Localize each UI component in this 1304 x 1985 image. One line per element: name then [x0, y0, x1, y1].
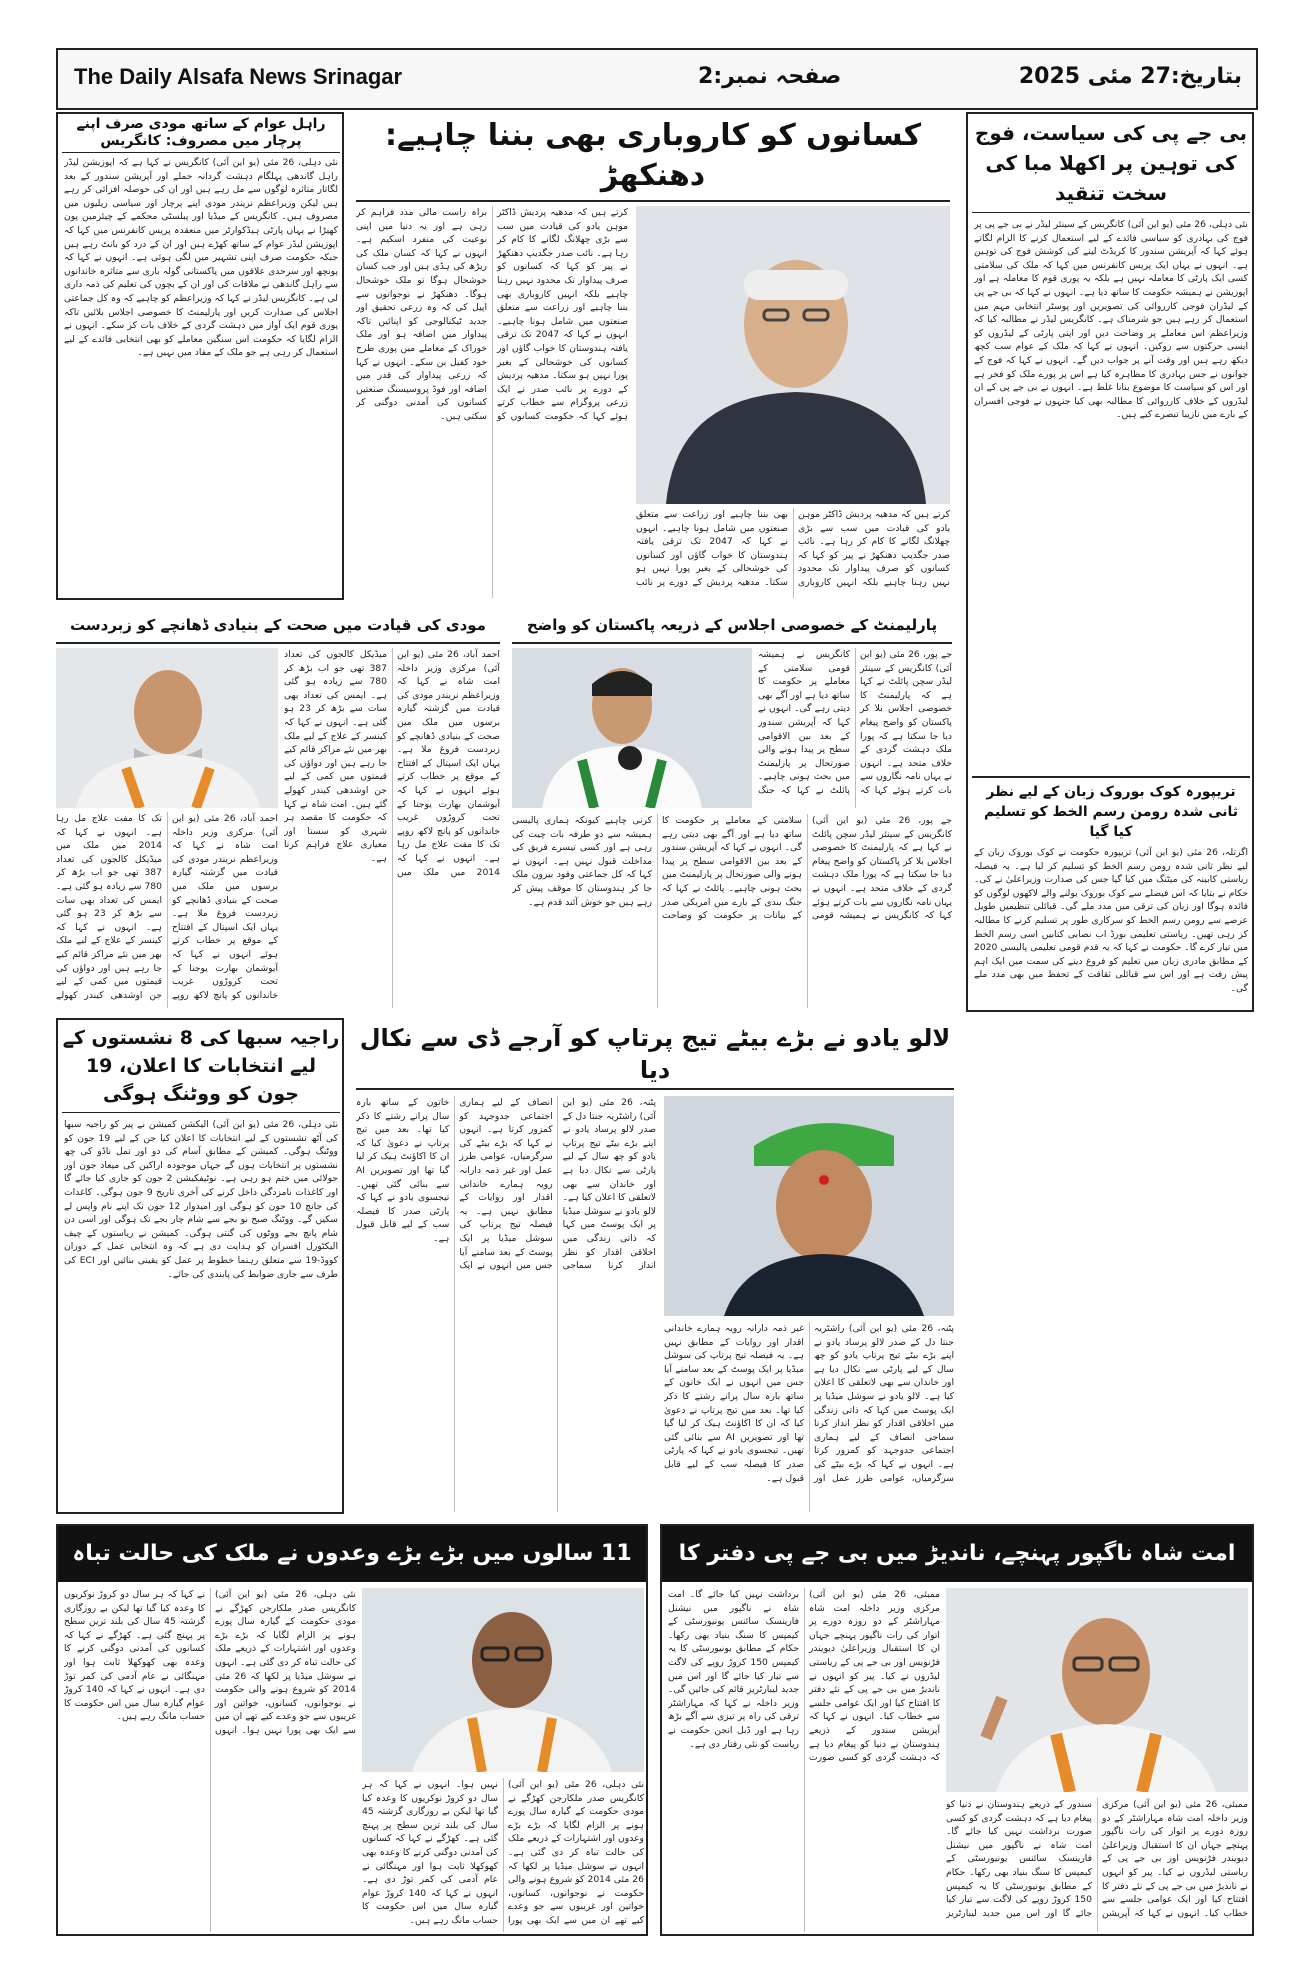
- headline-rahul: راہل عوام کے ساتھ مودی صرف اپنے پرچار میں مصروف: کانگریس: [76, 116, 326, 149]
- page-number: صفحہ نمبر:2: [698, 64, 842, 89]
- portrait-dhankhar: [636, 206, 950, 504]
- body-lalu-b: پٹنہ، 26 مئی (یو این آئی) راشٹریہ جنتا دل کے صدر لالو پرساد یادو نے اپنے بڑے بیٹے تیج پرتاپ یادو کو چھ سال کے لیے پارٹی سے نکال دیا ہے اور خاندان سے بھی لاتعلقی کا اعلان کیا ہے۔ لالو یادو نے سوشل میڈیا پر ایک پوسٹ میں کہا کہ ذاتی زندگی میں اخلاقی اقدار کو نظر انداز کرنا سماجی انصاف کے لیے ہماری اجتماعی جدوجہد کو کمزور کرتا ہے۔ انہوں نے کہا کہ بڑے بیٹے کی سرگرمیاں، عوامی طرز عمل اور غیر ذمہ دارانہ رویہ ہمارے خاندانی اقدار اور روایات کے مطابق نہیں ہے۔ یہ فیصلہ تیج پرتاپ کی سوشل میڈیا پر ایک پوسٹ کے بعد سامنے آیا جس میں انہوں نے ایک خاتون کے ساتھ بارہ سال پرانے رشتے کا ذکر کیا تھا۔ بعد میں تیج پرتاپ نے دعویٰ کیا کہ ان کا اکاؤنٹ ہیک کر لیا گیا تھا اور تصویریں AI سے بنائی گئی تھیں۔ تیجسوی یادو نے کہا کہ پارٹی صدر کا فیصلہ سب کے لیے قابل قبول ہے۔: [664, 1323, 954, 1484]
- headline-tripura: تریپورہ کوک بوروک زبان کے لیے نظر ثانی شدہ رومن رسم الخط کو تسلیم کیا گیا: [983, 784, 1239, 840]
- body-nanded-b: ممبئی، 26 مئی (یو این آئی) مرکزی وزیر داخلہ امت شاہ مہاراشٹر کے دو روزہ دورے پر اتوار کی رات ناگپور پہنچے جہاں ان کا استقبال وزیراعلیٰ دیویندر فڑنویس اور بی جے پی کے ریاستی لیڈروں نے کیا۔ پیر کو انہوں نے ناندیڑ میں بی جے پی کے نئے دفتر کا افتتاح کیا اور ایک عوامی جلسے سے خطاب کیا۔ انہوں نے کہا کہ آپریشن سندور کے ذریعے ہندوستان نے دنیا کو پیغام دیا ہے کہ دہشت گردی کو کسی صورت برداشت نہیں کیا جائے گا۔ امت شاہ نے ناگپور میں نیشنل فارینسک سائنس یونیورسٹی کے کیمپس کا سنگ بنیاد بھی رکھا۔ حکام کے مطابق یونیورسٹی کا یہ کیمپس 150 کروڑ روپے کی لاگت سے تیار کیا جائے گا اور اس میں جدید لیبارٹریز: [946, 1799, 1248, 1919]
- body-nanded-a: ممبئی، 26 مئی (یو این آئی) مرکزی وزیر داخلہ امت شاہ مہاراشٹر کے دو روزہ دورے پر اتوار کی رات ناگپور پہنچے جہاں ان کا استقبال وزیراعلیٰ دیویندر فڑنویس اور بی جے پی کے ریاستی لیڈروں نے کیا۔ پیر کو انہوں نے ناندیڑ میں بی جے پی کے نئے دفتر کا افتتاح کیا اور ایک عوامی جلسے سے خطاب کیا۔ انہوں نے کہا کہ آپریشن سندور کے ذریعے ہندوستان نے دنیا کو پیغام دیا ہے کہ دہشت گردی کو کسی صورت برداشت نہیں کیا جائے گا۔ امت شاہ نے ناگپور میں نیشنل فارینسک سائنس یونیورسٹی کے کیمپس کا سنگ بنیاد بھی رکھا۔ حکام کے مطابق یونیورسٹی کا یہ کیمپس 150 کروڑ روپے کی لاگت سے تیار کیا جائے گا اور اس میں جدید لیبارٹریز قائم کی جائیں گی۔ وزیر داخلہ نے کہا کہ مہاراشٹر ترقی کی راہ پر تیزی سے آگے بڑھ رہا ہے اور ڈبل انجن حکومت نے ریاست کو نئی رفتار دی ہے۔: [668, 1589, 940, 1764]
- headline-dhankhar: کسانوں کو کاروباری بھی بننا چاہیے: دھنکھڑ: [384, 118, 922, 193]
- article-parliament: [512, 612, 952, 1010]
- body-tripura: اگرتلہ، 26 مئی (یو این آئی) تریپورہ حکومت نے کوک بوروک زبان کے لیے نظر ثانی شدہ رومن رسم الخط کو تسلیم کر لیا ہے۔ یہ فیصلہ ریاستی کابینہ کی میٹنگ میں کیا گیا جس کی صدارت وزیراعلیٰ نے کی۔ حکام نے بتایا کہ اس فیصلے سے کوک بوروک بولنے والے لاکھوں لوگوں کو فائدہ ہوگا اور زبان کی ترقی میں مدد ملے گی۔ قبائلی تنظیمیں طویل عرصے سے رومن رسم الخط کو سرکاری طور پر تسلیم کرنے کا مطالبہ کر رہی تھیں۔ ریاستی تعلیمی بورڈ اب نصابی کتابیں اسی رسم الخط میں تیار کرے گا۔ حکومت نے کہا کہ یہ قدم قومی تعلیمی پالیسی 2020 کے مطابق مادری زبان میں تعلیم کو فروغ دینے کی سمت میں ایک اہم پیش رفت ہے اور اس سے قبائلی ثقافت کے تحفظ میں بھی مدد ملے گی۔: [974, 847, 1248, 994]
- portrait-pilot: [512, 648, 752, 808]
- article-nanded: [660, 1524, 1254, 1936]
- photo-kharge: [362, 1588, 644, 1772]
- body-dhankhar: کرتے ہیں کہ مدھیہ پردیش ڈاکٹر موہن یادو کی قیادت میں سب سے بڑی چھلانگ لگانے کا کام کر رہا ہے۔ نائب صدر جگدیپ دھنکھڑ نے پیر کو کہا کہ کسانوں کو صرف پیداوار تک محدود نہیں رہنا چاہیے بلکہ انہیں کاروباری بھی بننا چاہیے اور زراعت سے متعلق صنعتوں میں شامل ہونا چاہیے۔ انہوں نے کہا کہ 2047 تک ترقی یافتہ ہندوستان کا خواب گاؤں اور کسانوں کی خوشحالی کے بغیر پورا نہیں ہو سکتا۔ مدھیہ پردیش کے دورے پر نائب صدر نے ایک زرعی پروگرام سے خطاب کرتے ہوئے کہا کہ حکومت کسانوں کو براہ راست مالی مدد فراہم کر رہی ہے اور یہ دنیا میں اپنی نوعیت کی منفرد اسکیم ہے۔ انہوں نے کہا کہ کسان ملک کی ریڑھ کی ہڈی ہیں اور جب کسان خوشحال ہوگا تو ملک خوشحال ہوگا۔ دھنکھڑ نے نوجوانوں سے اپیل کی کہ وہ زرعی تحقیق اور جدید ٹیکنالوجی کو اپنائیں تاکہ پیداوار میں اضافہ ہو اور ملک خوراک کے معاملے میں پوری طرح خود کفیل بن سکے۔ انہوں نے کہا کہ زرعی پیداوار کی قدر میں اضافہ اور فوڈ پروسیسنگ صنعتیں کسانوں کی آمدنی دوگنی کر سکتی ہیں۔: [356, 207, 628, 422]
- photo-dhankhar: [636, 206, 950, 504]
- article-dhankhar: [356, 112, 950, 600]
- body-kharge-b: نئی دہلی، 26 مئی (یو این آئی) کانگریس صدر ملکارجن کھڑگے نے مودی حکومت کے گیارہ سال پورے ہونے پر الزام لگایا کہ بڑے بڑے وعدوں اور اشتہارات کے ذریعے ملک کی حالت تباہ کر دی گئی ہے۔ انہوں نے سوشل میڈیا پر لکھا کہ 26 مئی 2014 کو شروع ہونے والی حکومت نے نوجوانوں، کسانوں، خواتین اور غریبوں سے جو وعدے کیے تھے ان میں سے ایک بھی پورا نہیں ہوا۔ انہوں نے کہا کہ ہر سال دو کروڑ نوکریوں کا وعدہ کیا گیا تھا لیکن بے روزگاری گزشتہ 45 سال کی بلند ترین سطح پر پہنچ گئی ہے۔ کھڑگے نے کہا کہ کسانوں کی آمدنی دوگنی کرنے کا وعدہ بھی کھوکھلا ثابت ہوا اور مہنگائی نے عام آدمی کی کمر توڑ دی ہے۔ انہوں نے کہا کہ 140 کروڑ عوام گیارہ سال میں اس حکومت کا حساب مانگ رہے ہیں۔: [362, 1779, 644, 1926]
- body-amitshah-health-b: احمد آباد، 26 مئی (یو این آئی) مرکزی وزیر داخلہ امت شاہ نے کہا کہ وزیراعظم نریندر مودی کی قیادت میں گزشتہ گیارہ برسوں میں ملک میں صحت کے بنیادی ڈھانچے کو زبردست فروغ ملا ہے۔ یہاں ایک اسپتال کے افتتاح کے موقع پر خطاب کرتے ہوئے انہوں نے کہا کہ آیوشمان بھارت یوجنا کے تحت کروڑوں غریب خاندانوں کو پانچ لاکھ روپے تک کا مفت علاج مل رہا ہے۔ انہوں نے کہا کہ 2014 میں ملک میں میڈیکل کالجوں کی تعداد 387 تھی جو اب بڑھ کر 780 سے زیادہ ہو گئی ہے۔ ایمس کی تعداد بھی سات سے بڑھ کر 23 ہو گئی ہے۔ انہوں نے کہا کہ کینسر کے علاج کے لیے ملک بھر میں نئے مراکز قائم کیے جا رہے ہیں اور دواؤں کی قیمتوں میں کمی کے لیے جن اوشدھی کیندر کھولے: [56, 813, 278, 1001]
- portrait-kharge: [362, 1588, 644, 1772]
- body-kharge-a: نئی دہلی، 26 مئی (یو این آئی) کانگریس صدر ملکارجن کھڑگے نے مودی حکومت کے گیارہ سال پورے ہونے پر الزام لگایا کہ بڑے بڑے وعدوں اور اشتہارات کے ذریعے ملک کی حالت تباہ کر دی گئی ہے۔ انہوں نے سوشل میڈیا پر لکھا کہ 26 مئی 2014 کو شروع ہونے والی حکومت نے نوجوانوں، کسانوں، خواتین اور غریبوں سے جو وعدے کیے تھے ان میں سے ایک بھی پورا نہیں ہوا۔ انہوں نے کہا کہ ہر سال دو کروڑ نوکریوں کا وعدہ کیا گیا تھا لیکن بے روزگاری گزشتہ 45 سال کی بلند ترین سطح پر پہنچ گئی ہے۔ کھڑگے نے کہا کہ کسانوں کی آمدنی دوگنی کرنے کا وعدہ بھی کھوکھلا ثابت ہوا اور مہنگائی نے عام آدمی کی کمر توڑ دی ہے۔ انہوں نے کہا کہ 140 کروڑ عوام گیارہ سال میں اس حکومت کا حساب مانگ رہے ہیں۔: [64, 1589, 356, 1736]
- divider: [356, 1088, 954, 1090]
- divider: [62, 152, 340, 153]
- body-rahul: نئی دہلی، 26 مئی (یو این آئی) کانگریس نے کہا ہے کہ اپوزیشن لیڈر راہل گاندھی پہلگام دہشت گردانہ حملے اور آپریشن سندور کے بعد لگاتار متاثرہ لوگوں سے مل رہے ہیں اور ان کی حوصلہ افزائی کر رہے ہیں لیکن وزیراعظم نریندر مودی اپنے پرچار اور سیاسی ریلیوں میں مصروف ہیں۔ کانگریس کے میڈیا اور پبلسٹی محکمے کے چیئرمین پون کھیڑا نے یہاں پارٹی ہیڈکوارٹر میں منعقدہ پریس کانفرنس میں کہا کہ اپوزیشن لیڈر عوام کے ساتھ کھڑے ہیں اور ان کے درد کو بانٹ رہے ہیں جبکہ حکومت صرف اپنی تشہیر میں لگی ہوئی ہے۔ انہوں نے کہا کہ پونچھ اور سرحدی علاقوں میں پاکستانی گولہ باری سے متاثرہ خاندانوں سے راہل گاندھی نے ملاقات کی اور ان کے بچوں کی تعلیم کی ذمہ داری لی ہے۔ کانگریس لیڈر نے کہا کہ وزیراعظم کو چاہیے کہ وہ کل جماعتی اجلاس کی صدارت کریں اور پارلیمنٹ کا خصوصی اجلاس بلائیں تاکہ پوری قوم ایک آواز میں دہشت گردی کے خلاف بات کر سکے۔ انہوں نے الزام لگایا کہ حکومت اس سنگین معاملے کو بھی انتخابی فائدے کے لیے استعمال کر رہی ہے جو ملک کے مفاد میں نہیں ہے۔: [64, 157, 338, 359]
- headline-kharge: 11 سالوں میں بڑے بڑے وعدوں نے ملک کی حالت تباہ: [58, 1526, 646, 1582]
- body-dhankhar-cont: کرتے ہیں کہ مدھیہ پردیش ڈاکٹر موہن یادو کی قیادت میں سب سے بڑی چھلانگ لگانے کا کام کر رہا ہے۔ نائب صدر جگدیپ دھنکھڑ نے پیر کو کہا کہ کسانوں کو صرف پیداوار تک محدود نہیں رہنا چاہیے بلکہ انہیں کاروباری بھی بننا چاہیے اور زراعت سے متعلق صنعتوں میں شامل ہونا چاہیے۔ انہوں نے کہا کہ 2047 تک ترقی یافتہ ہندوستان کا خواب گاؤں اور کسانوں کی خوشحالی کے بغیر پورا نہیں ہو سکتا۔ مدھیہ پردیش کے دورے پر نائب: [636, 509, 950, 588]
- headline-amitshah-health: مودی کی قیادت میں صحت کے بنیادی ڈھانچے کو زبردست: [70, 616, 486, 634]
- body-lalu-a: پٹنہ، 26 مئی (یو این آئی) راشٹریہ جنتا دل کے صدر لالو پرساد یادو نے اپنے بڑے بیٹے تیج پرتاپ یادو کو چھ سال کے لیے پارٹی سے نکال دیا ہے اور خاندان سے بھی لاتعلقی کا اعلان کیا ہے۔ لالو یادو نے سوشل میڈیا پر ایک پوسٹ میں کہا کہ ذاتی زندگی میں اخلاقی اقدار کو نظر انداز کرنا سماجی انصاف کے لیے ہماری اجتماعی جدوجہد کو کمزور کرتا ہے۔ انہوں نے کہا کہ بڑے بیٹے کی سرگرمیاں، عوامی طرز عمل اور غیر ذمہ دارانہ رویہ ہمارے خاندانی اقدار اور روایات کے مطابق نہیں ہے۔ یہ فیصلہ تیج پرتاپ کی سوشل میڈیا پر ایک پوسٹ کے بعد سامنے آیا جس میں انہوں نے ایک خاتون کے ساتھ بارہ سال پرانے رشتے کا ذکر کیا تھا۔ بعد میں تیج پرتاپ نے دعویٰ کیا کہ ان کا اکاؤنٹ ہیک کر لیا گیا تھا اور تصویریں AI سے بنائی گئی تھیں۔ تیجسوی یادو نے کہا کہ پارٹی صدر کا فیصلہ سب کے لیے قابل قبول ہے۔: [356, 1097, 656, 1272]
- article-bjp-army: [966, 112, 1254, 1012]
- body-rajyasabha: نئی دہلی، 26 مئی (یو این آئی) الیکشن کمیشن نے پیر کو راجیہ سبھا کی آٹھ نشستوں کے لیے انتخابات کا اعلان کیا جن کے لیے 19 جون کو ووٹنگ ہوگی۔ کمیشن کے مطابق آسام کی دو اور تمل ناڈو کی چھ نشستوں پر انتخابات ہوں گے جہاں موجودہ اراکین کی میعاد جون اور جولائی میں ختم ہو رہی ہے۔ نوٹیفکیشن 2 جون کو جاری کیا جائے گا اور کاغذات نامزدگی داخل کرنے کی آخری تاریخ 9 جون ہوگی۔ کاغذات کی جانچ 10 جون کو ہوگی اور امیدوار 12 جون تک اپنے نام واپس لے سکیں گے۔ ووٹنگ صبح نو بجے سے شام چار بجے تک ہوگی اور اسی دن شام پانچ بجے ووٹوں کی گنتی ہوگی۔ کمیشن نے ریاستوں کے چیف الیکٹورل افسران کو ہدایت دی ہے کہ وہ انتخابی عمل کے دوران کووڈ-19 سے متعلق رہنما خطوط پر عمل کو یقینی بنائیں اور ECI کی طرف سے جاری ضوابط کی پابندی کی جائے۔: [64, 1119, 338, 1280]
- body-bjp-army: نئی دہلی، 26 مئی (یو این آئی) کانگریس کے سینئر لیڈر نے بی جے پی پر فوج کی بہادری کو سیاسی فائدے کے لیے استعمال کرنے کا الزام لگاتے ہوئے کہا کہ آپریشن سندور کا کریڈٹ لینے کی کوشش فوج کی توہین ہے۔ انہوں نے یہاں ایک پریس کانفرنس میں کہا کہ ملک کی سلامتی کسی ایک پارٹی کا معاملہ نہیں ہے بلکہ یہ پوری قوم کا معاملہ ہے اور اپوزیشن نے ہمیشہ حکومت کا ساتھ دیا ہے۔ انہوں نے کہا کہ بی جے پی کے لیڈران فوجی کارروائی کی تصویریں اور پوسٹر انتخابی مہم میں استعمال کر رہے ہیں جو شرمناک ہے۔ کانگریس لیڈر نے مطالبہ کیا کہ وزیراعظم اس معاملے پر وضاحت دیں اور اپنی پارٹی کے لیڈروں کو ایسی حرکتوں سے روکیں۔ انہوں نے کہا کہ ملک کے عوام سب کچھ دیکھ رہے ہیں اور وقت آنے پر جواب دیں گے۔ انہوں نے کہا کہ فوج کے جوانوں نے جس بہادری کا مظاہرہ کیا ہے اس پر پورے ملک کو فخر ہے اور اس کو سیاست کا موضوع بنانا غلط ہے۔ انہوں نے بی جے پی کے ان لیڈروں کے خلاف کارروائی کا مطالبہ بھی کیا جنہوں نے فوجی افسران کے بارے میں نازیبا تبصرے کیے ہیں۔: [974, 219, 1248, 421]
- article-lalu: [356, 1018, 954, 1514]
- headline-parliament: پارلیمنٹ کے خصوصی اجلاس کے ذریعہ پاکستان کو واضح: [526, 616, 938, 634]
- body-parliament-a: جے پور، 26 مئی (یو این آئی) کانگریس کے سینئر لیڈر سچن پائلٹ نے کہا ہے کہ پارلیمنٹ کا خصوصی اجلاس بلا کر پاکستان کو واضح پیغام دیا جا سکتا ہے کہ پورا ملک دہشت گردی کے خلاف متحد ہے۔ انہوں نے یہاں نامہ نگاروں سے بات کرتے ہوئے کہا کہ کانگریس نے ہمیشہ قومی سلامتی کے معاملے پر حکومت کا ساتھ دیا ہے اور آگے بھی دیتی رہے گی۔ انہوں نے کہا کہ آپریشن سندور کے بعد بین الاقوامی سطح پر پیدا ہونے والی صورتحال پر پارلیمنٹ میں بحث ہونی چاہیے۔ پائلٹ نے کہا کہ جنگ: [758, 649, 952, 796]
- portrait-tejpratap: [664, 1096, 954, 1316]
- headline-bjp-army: بی جے پی کی سیاست، فوج کی توہین پر اکھلا مبا کی سخت تنقید: [974, 121, 1248, 205]
- photo-pilot: [512, 648, 752, 808]
- divider: [972, 776, 1250, 778]
- divider: [62, 1112, 340, 1113]
- article-rajyasabha: [56, 1018, 344, 1514]
- portrait-amitshah: [56, 648, 278, 808]
- divider: [56, 642, 500, 644]
- body-parliament-b: جے پور، 26 مئی (یو این آئی) کانگریس کے سینئر لیڈر سچن پائلٹ نے کہا ہے کہ پارلیمنٹ کا خصوصی اجلاس بلا کر پاکستان کو واضح پیغام دیا جا سکتا ہے کہ پورا ملک دہشت گردی کے خلاف متحد ہے۔ انہوں نے یہاں نامہ نگاروں سے بات کرتے ہوئے کہا کہ کانگریس نے ہمیشہ قومی سلامتی کے معاملے پر حکومت کا ساتھ دیا ہے اور آگے بھی دیتی رہے گی۔ انہوں نے کہا کہ آپریشن سندور کے بعد بین الاقوامی سطح پر پیدا ہونے والی صورتحال پر پارلیمنٹ میں بحث ہونی چاہیے۔ پائلٹ نے کہا کہ جنگ بندی کے بارے میں امریکی صدر کے بیانات پر حکومت کو وضاحت کرنی چاہیے کیونکہ ہماری پالیسی ہمیشہ سے دو طرفہ بات چیت کی رہی ہے اور کسی تیسرے فریق کی مداخلت قبول نہیں ہے۔ انہوں نے کہا کہ کل جماعتی وفود بیرون ملک جا کر ہندوستان کا موقف پیش کر رہے ہیں جو خوش آئند قدم ہے۔: [512, 815, 952, 922]
- article-kharge: [56, 1524, 648, 1936]
- photo-amitshah: [56, 648, 278, 808]
- headline-rajyasabha: راجیہ سبھا کی 8 نشستوں کے لیے انتخابات کا اعلان، 19 جون کو ووٹنگ ہوگی: [62, 1027, 340, 1105]
- headline-lalu: لالو یادو نے بڑے بیٹے تیج پرتاپ کو آرجے ڈی سے نکال دیا: [359, 1024, 951, 1084]
- issue-date: بتاریخ:27 مئی 2025: [1018, 64, 1242, 89]
- divider: [972, 212, 1250, 213]
- masthead: [56, 48, 1258, 110]
- body-amitshah-health-a: احمد آباد، 26 مئی (یو این آئی) مرکزی وزیر داخلہ امت شاہ نے کہا کہ وزیراعظم نریندر مودی کی قیادت میں گزشتہ گیارہ برسوں میں ملک میں صحت کے بنیادی ڈھانچے کو زبردست فروغ ملا ہے۔ یہاں ایک اسپتال کے افتتاح کے موقع پر خطاب کرتے ہوئے انہوں نے کہا کہ آیوشمان بھارت یوجنا کے تحت کروڑوں غریب خاندانوں کو پانچ لاکھ روپے تک کا مفت علاج مل رہا ہے۔ انہوں نے کہا کہ 2014 میں ملک میں میڈیکل کالجوں کی تعداد 387 تھی جو اب بڑھ کر 780 سے زیادہ ہو گئی ہے۔ ایمس کی تعداد بھی سات سے بڑھ کر 23 ہو گئی ہے۔ انہوں نے کہا کہ کینسر کے علاج کے لیے ملک بھر میں نئے مراکز قائم کیے جا رہے ہیں اور دواؤں کی قیمتوں میں کمی کے لیے جن اوشدھی کیندر کھولے گئے ہیں۔ امت شاہ نے کہا کہ حکومت کا مقصد ہر شہری کو سستا اور معیاری علاج فراہم کرنا ہے۔: [284, 649, 500, 878]
- article-amitshah-health: [56, 612, 500, 1010]
- divider: [356, 200, 950, 202]
- article-rahul: [56, 112, 344, 600]
- photo-amitshah-nanded: [946, 1588, 1248, 1792]
- headline-nanded: امت شاہ ناگپور پہنچے، ناندیڑ میں بی جے پی دفتر کا: [662, 1526, 1252, 1582]
- newspaper-name: The Daily Alsafa News Srinagar: [74, 64, 403, 89]
- photo-tejpratap: [664, 1096, 954, 1316]
- portrait-amitshah-nanded: [946, 1588, 1248, 1792]
- divider: [512, 642, 952, 644]
